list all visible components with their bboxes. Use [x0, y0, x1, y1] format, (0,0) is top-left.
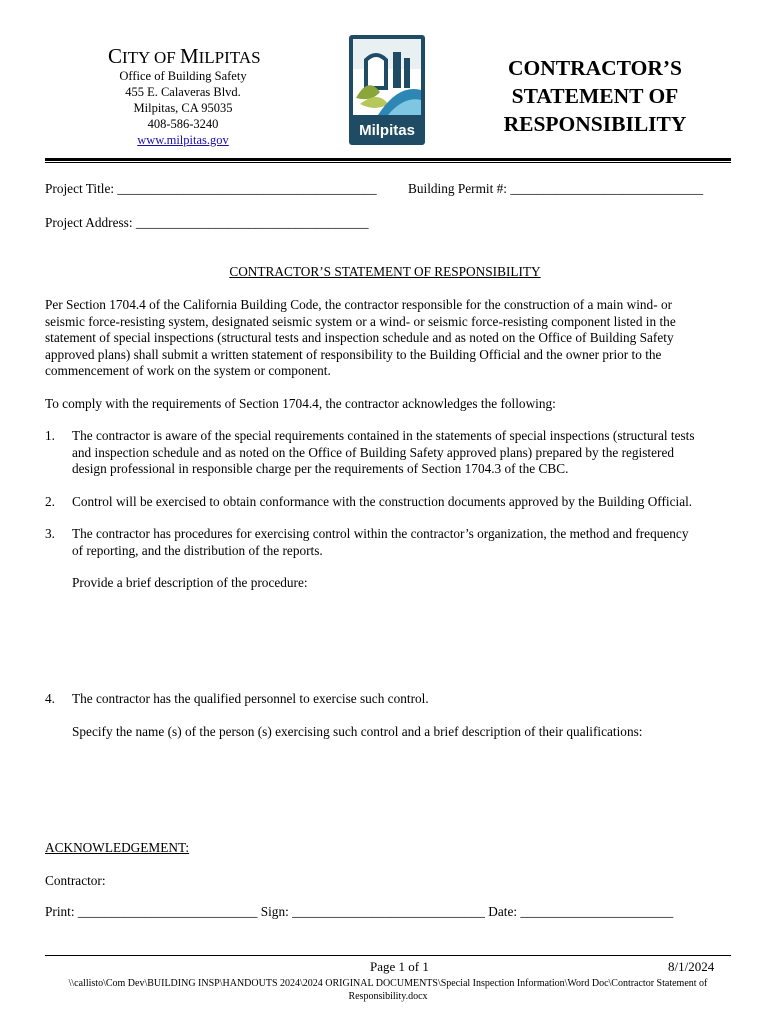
file-path: \\callisto\Com Dev\BUILDING INSP\HANDOUTS 2024\2024 ORIGINAL DOCUMENTS\Special Inspection Information\Word Doc\Contractor Statement of Responsibility.docx	[68, 978, 708, 1002]
building-permit-field[interactable]: Building Permit #: _____________________________	[408, 181, 704, 196]
item-number: 1.	[45, 428, 55, 443]
header-divider-thin	[45, 162, 731, 163]
item-text: The contractor has the qualified personnel to exercise such control.	[72, 691, 429, 706]
org-address-block	[110, 68, 256, 148]
acknowledgement-heading: ACKNOWLEDGEMENT:	[45, 840, 190, 855]
milpitas-logo	[348, 34, 426, 146]
item-number: 2.	[45, 494, 55, 509]
item-number: 3.	[45, 526, 55, 541]
city-state-zip: Milpitas, CA 95035	[133, 101, 233, 115]
personnel-description-area[interactable]	[72, 745, 731, 835]
phone-number: 408-586-3240	[147, 117, 219, 131]
header-divider	[45, 158, 731, 161]
footer-divider	[45, 955, 731, 956]
page-number: Page 1 of 1	[370, 959, 429, 974]
revision-date: 8/1/2024	[668, 959, 715, 974]
procedure-description-area[interactable]	[72, 595, 731, 685]
item-text: The contractor has procedures for exercising control within the contractor’s organization, the method and frequency of reporting, and the distribution of the reports.	[72, 526, 689, 558]
item-number: 4.	[45, 691, 55, 706]
logo-wordmark: Milpitas	[359, 122, 415, 139]
item-text: Control will be exercised to obtain conformance with the construction documents approved by the Building Official.	[72, 494, 693, 509]
street-address: 455 E. Calaveras Blvd.	[125, 85, 241, 99]
intro-paragraph: Per Section 1704.4 of the California Building Code, the contractor responsible for the construction of a main wind- or seismic force-resisting system, designated seismic system or a wind- or seismic force-resisting component listed in the statement of special inspections (structural tests and inspection schedule and as noted on the Office of Building Safety approved plans) shall submit a written statement of responsibility to the Building Official and the owner prior to the commencement of work on the system or component.	[45, 297, 676, 378]
item-text: The contractor is aware of the special requirements contained in the statements of special inspections (structural tests and inspection schedule and as noted on the Office of Building Safety approved plans) prepared by the registered design professional in responsible charge per the requirements of Section 1704.3 of the CBC.	[72, 428, 695, 476]
org-name: CITY OF MILPITAS	[108, 44, 261, 68]
project-title-field[interactable]: Project Title: _______________________________________	[45, 181, 377, 196]
procedure-prompt: Provide a brief description of the procedure:	[72, 575, 308, 590]
website-link[interactable]: www.milpitas.gov	[137, 133, 229, 147]
section-heading: CONTRACTOR’S STATEMENT OF RESPONSIBILITY	[229, 264, 541, 279]
signature-line[interactable]: Print: ___________________________ Sign: _____________________________ Date: _______________________	[45, 904, 674, 919]
contractor-label: Contractor:	[45, 873, 106, 888]
personnel-prompt: Specify the name (s) of the person (s) exercising such control and a brief description of their qualifications:	[72, 724, 643, 739]
office-name: Office of Building Safety	[119, 69, 247, 83]
comply-statement: To comply with the requirements of Section 1704.4, the contractor acknowledges the following:	[45, 396, 556, 411]
project-address-field[interactable]: Project Address: ___________________________________	[45, 215, 369, 230]
document-title: CONTRACTOR’S STATEMENT OF RESPONSIBILITY	[503, 56, 687, 136]
